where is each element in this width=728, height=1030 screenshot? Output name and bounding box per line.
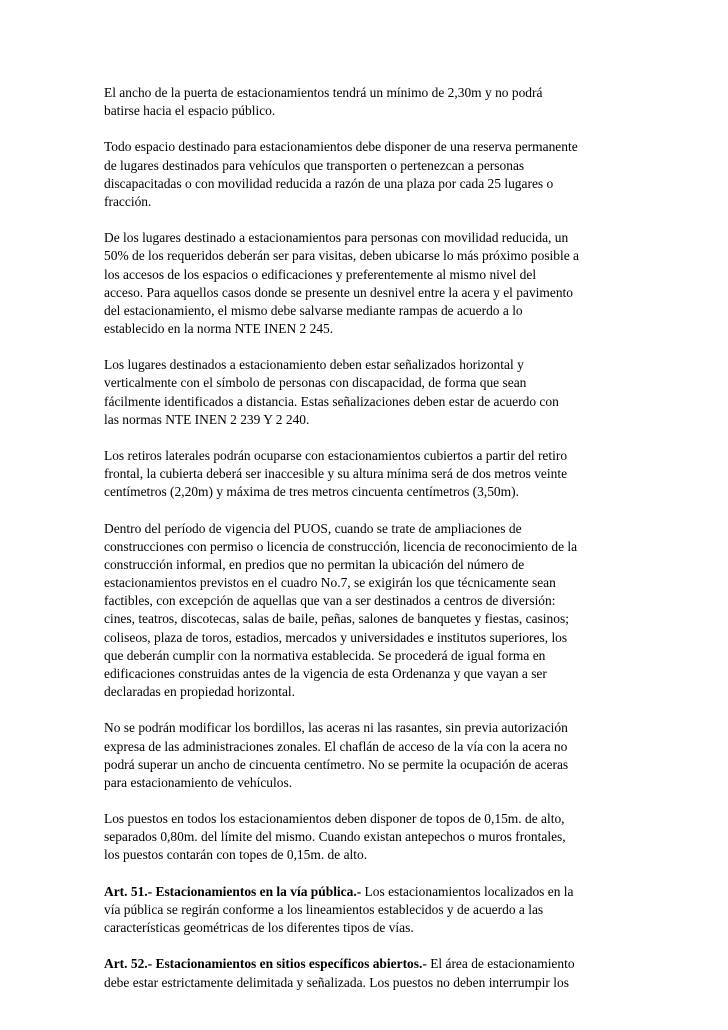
article-heading: Art. 51.- Estacionamientos en la vía pública.- [104,883,362,899]
text-line: No se podrán modificar los bordillos, las aceras ni las rasantes, sin previa autorización [104,720,568,736]
text-line [104,883,629,901]
text-line: cines, teatros, discotecas, salas de baile, peñas, salones de banquetes y fiestas, casinos; [104,611,569,627]
article-51 [104,883,629,937]
text-line: frontal, la cubierta deberá ser inaccesible y su altura mínima será de dos metros veinte [104,466,568,482]
text-line: expresa de las administraciones zonales. El chaflán de acceso de la vía con la acera no [104,738,568,754]
text-line: edificaciones construidas antes de la vigencia de esta Ordenanza y que vayan a ser [104,665,547,681]
document-body [104,84,629,1010]
paragraph-wheel-stops [104,810,629,864]
text-line: podrá superar un ancho de cincuenta centímetro. No se permite la ocupación de aceras [104,756,569,772]
text-line: los accesos de los espacios o edificaciones y preferentemente al mismo nivel del [104,266,537,282]
text-line: Los lugares destinados a estacionamiento deben estar señalizados horizontal y [104,357,524,373]
text-line: debe estar estrictamente delimitada y señalizada. Los puestos no deben interrumpir los [104,974,569,990]
text-line: factibles, con excepción de aquellas que van a ser destinados a centros de diversión: [104,593,556,609]
text-line: fácilmente identificados a distancia. Estas señalizaciones deben estar de acuerdo con [104,393,559,409]
text-line: 50% de los requeridos deberán ser para visitas, deben ubicarse lo más próximo posible a [104,248,580,264]
text-line: del estacionamiento, el mismo debe salvarse mediante rampas de acuerdo a lo [104,302,523,318]
text-line: Dentro del período de vigencia del PUOS, cuando se trate de ampliaciones de [104,520,522,536]
article-text: El área de estacionamiento [426,956,575,972]
paragraph-signage [104,356,629,429]
text-line: batirse hacia el espacio público. [104,103,276,119]
text-line: vía pública se regirán conforme a los lineamientos establecidos y de acuerdo a las [104,901,544,917]
text-line: discapacitadas o con movilidad reducida a razón de una plaza por cada 25 lugares o [104,175,554,191]
text-line: los puestos contarán con topes de 0,15m. de alto. [104,847,368,863]
text-line: declaradas en propiedad horizontal. [104,684,296,700]
text-line: características geométricas de los diferentes tipos de vías. [104,920,414,936]
text-line [104,955,629,973]
article-heading: Art. 52.- Estacionamientos en sitios específicos abiertos.- [104,956,427,972]
text-line: para estacionamiento de vehículos. [104,774,293,790]
paragraph-lateral-setbacks [104,447,629,501]
paragraph-reduced-mobility [104,229,629,338]
paragraph-reserved-spaces [104,138,629,211]
text-line: coliseos, plaza de toros, estadios, mercados y universidades e institutos superiores, los [104,629,568,645]
article-text: Los estacionamientos localizados en la [361,883,574,899]
text-line: las normas NTE INEN 2 239 Y 2 240. [104,411,310,427]
text-line: construcción informal, en predios que no permitan la ubicación del número de [104,556,525,572]
text-line: De los lugares destinado a estacionamientos para personas con movilidad reducida, un [104,230,569,246]
text-line: verticalmente con el símbolo de personas con discapacidad, de forma que sean [104,375,527,391]
text-line: establecido en la norma NTE INEN 2 245. [104,321,334,336]
text-line: fracción. [104,193,152,209]
text-line: de lugares destinados para vehículos que transporten o pertenezcan a personas [104,157,525,173]
text-line: separados 0,80m. del límite del mismo. Cuando existan antepechos o muros frontales, [104,829,566,845]
text-line: acceso. Para aquellos casos donde se presente un desnivel entre la acera y el pavimento [104,284,574,300]
text-line: Los puestos en todos los estacionamientos deben disponer de topos de 0,15m. de alto, [104,811,565,827]
paragraph-puos-validity [104,520,629,702]
text-line: que deberán cumplir con la normativa establecida. Se procederá de igual forma en [104,647,546,663]
text-line: Todo espacio destinado para estacionamientos debe disponer de una reserva permanente [104,139,578,155]
text-line: Los retiros laterales podrán ocuparse con estacionamientos cubiertos a partir del retiro [104,448,568,464]
paragraph-curbs-sidewalks [104,719,629,792]
text-line: centímetros (2,20m) y máxima de tres metros cincuenta centímetros (3,50m). [104,484,519,500]
text-line: estacionamientos previstos en el cuadro No.7, se exigirán los que técnicamente sean [104,575,556,591]
text-line: construcciones con permiso o licencia de construcción, licencia de reconocimiento de la [104,538,578,554]
article-52 [104,955,629,991]
paragraph-door-width [104,84,629,120]
text-line: El ancho de la puerta de estacionamientos tendrá un mínimo de 2,30m y no podrá [104,85,543,100]
